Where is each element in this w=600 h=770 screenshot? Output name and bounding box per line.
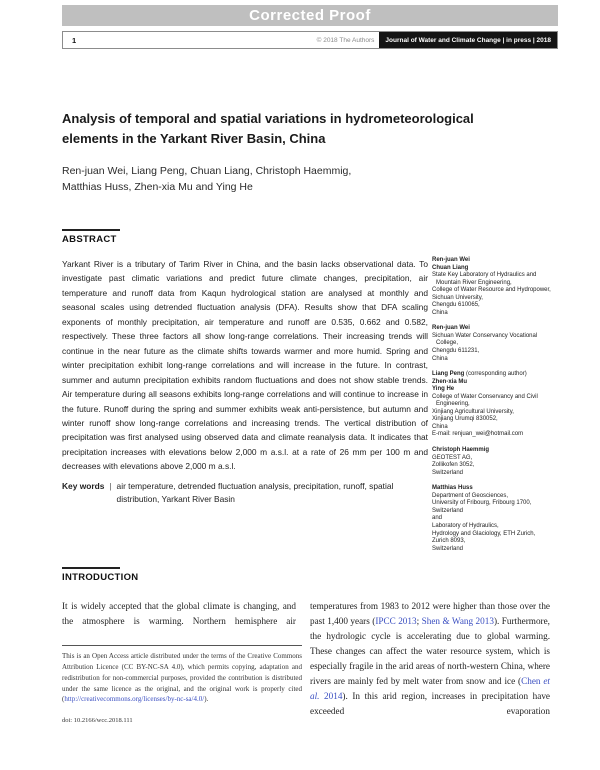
footnote-text: ). bbox=[204, 695, 209, 704]
intro-text: temperatures from 1983 to 2012 were higher than those over the past 1,400 years ( bbox=[310, 601, 550, 626]
affiliation-line: Zollikofen 3052, bbox=[432, 462, 475, 469]
affiliation-line: Zurich 8093, bbox=[432, 538, 466, 545]
affiliations-sidebar bbox=[432, 257, 558, 561]
author-name: Ying He bbox=[432, 386, 455, 393]
affiliation-line: Sichuan Water Conservancy Vocational College, bbox=[432, 332, 538, 347]
corrected-proof-banner: Corrected Proof bbox=[62, 5, 558, 26]
author-name: Chuan Liang bbox=[432, 264, 469, 271]
affiliation-line: Sichuan University, bbox=[432, 294, 483, 301]
authors-line-2: Matthias Huss, Zhen-xia Mu and Ying He bbox=[62, 181, 253, 194]
abstract-rule bbox=[62, 229, 120, 231]
affiliation-line: China bbox=[432, 309, 448, 316]
journal-badge: Journal of Water and Climate Change | in press | 2018 bbox=[379, 32, 557, 48]
open-access-footnote bbox=[62, 645, 302, 705]
intro-text: ). In this arid region, increases in precipitation have exceeded evaporation bbox=[310, 691, 550, 716]
affiliation-line: College of Water Resource and Hydropower, bbox=[432, 287, 551, 294]
author-name: Zhen-xia Mu bbox=[432, 378, 468, 385]
intro-text: ). Furthermore, the hydrologic cycle is accelerating due to global warming. These changes can affect the water resource system, which is especially fragile in the arid areas of north-western China, where rivers are mainly fed by melt water from snow and ice ( bbox=[310, 616, 550, 686]
footnote-text: This is an Open Access article distributed under the terms of the Creative Commons Attribution Licence (CC BY-NC-SA 4.0), which permits copying, adaptation and redistribution for non-commercial purposes, provided the contribution is distributed under the same licence as the original, and the original work is properly cited ( bbox=[62, 652, 302, 704]
author-name: Ren-juan Wei bbox=[432, 257, 470, 263]
citation-link-ipcc-2013[interactable]: IPCC 2013 bbox=[375, 616, 417, 626]
intro-paragraph-right bbox=[310, 599, 550, 719]
affiliation-line: State Key Laboratory of Hydraulics and Mountain River Engineering, bbox=[432, 272, 537, 286]
corresponding-author-note: (corresponding author) bbox=[464, 371, 527, 378]
affiliation-line: College of Water Conservancy and Civil Engineering, bbox=[432, 393, 538, 408]
affiliation-line: Xinjiang Urumqi 830052, bbox=[432, 416, 498, 423]
keywords-text: air temperature, detrended fluctuation analysis, precipitation, runoff, spatial distribution, Yarkant River Basin bbox=[116, 480, 394, 505]
article-title: Analysis of temporal and spatial variations in hydrometeorological elements in the Yarkant River Basin, China bbox=[62, 110, 474, 146]
author-name: Ren-juan Wei bbox=[432, 325, 470, 332]
affiliation-line: Hydrology and Glaciology, ETH Zurich, bbox=[432, 530, 536, 537]
license-url-link[interactable]: http://creativecommons.org/licenses/by-nc-sa/4.0/ bbox=[64, 695, 205, 704]
affiliation-block bbox=[432, 447, 558, 477]
keywords-label: Key words bbox=[62, 480, 105, 491]
affiliation-line: Switzerland bbox=[432, 469, 464, 476]
affiliation-block bbox=[432, 485, 558, 553]
email-address: E-mail: renjuan_wei@hotmail.com bbox=[432, 431, 524, 438]
affiliation-line: Switzerland bbox=[432, 545, 464, 552]
introduction-heading: INTRODUCTION bbox=[62, 572, 139, 583]
citation-link-chen-2014[interactable]: Chen et al. 2014 bbox=[310, 676, 550, 701]
affiliation-line: Laboratory of Hydraulics, bbox=[432, 522, 499, 529]
affiliation-line: and bbox=[432, 515, 443, 522]
abstract-heading: ABSTRACT bbox=[62, 234, 117, 245]
affiliation-line: Department of Geosciences, bbox=[432, 492, 509, 499]
doi-text: doi: 10.2166/wcc.2018.111 bbox=[62, 717, 133, 724]
affiliation-line: Switzerland bbox=[432, 507, 464, 514]
authors-list bbox=[62, 163, 482, 196]
author-name: Matthias Huss bbox=[432, 485, 473, 492]
affiliation-block bbox=[432, 371, 558, 439]
abstract-section bbox=[62, 229, 428, 507]
affiliation-line: China bbox=[432, 423, 448, 430]
abstract-text: Yarkant River is a tributary of Tarim River in China, and the basin lacks observational data. To investigate past climatic variations and predict future climate changes, precipitation, air temperature and runoff data from Kaqun hydrological station are analysed at monthly and seasonal scales using detrended fluctuation analysis (DFA). Results show that DFA scaling exponents of monthly precipitation, air temperature and runoff are 0.535, 0.662 and 0.582, respectively. These three factors all show long-range correlations. Their increasing trends will continue in the near future as the climate shifts towards warmer and more humid. Spring and winter precipitation exhibit long-range correlations and will increase in the future. In contrast, summer and autumn precipitation exhibits random fluctuations and does not show stable trends. Air temperature during all seasons exhibits long-range correlations and will continue to increase in the future. Runoff during the spring and summer exhibits weak anti-persistence, but autumn and winter runoff show long-range correlations and increasing trends. The vertical distribution of precipitation was first analysed using observed data and climate reanalysis data. It indicates that precipitation increases with elevations below 2,000 m a.s.l. at a rate of 26 mm per 100 m and decreases with elevations above 2,000 m a.s.l. bbox=[62, 259, 428, 472]
affiliation-line: University of Fribourg, Fribourg 1700, bbox=[432, 500, 532, 507]
author-name: Christoph Haemmig bbox=[432, 447, 490, 454]
affiliation-line: Chengdu 610065, bbox=[432, 302, 480, 309]
affiliation-block bbox=[432, 325, 558, 363]
affiliation-line: Chengdu 611231, bbox=[432, 348, 480, 355]
citation-link-shen-wang-2013[interactable]: Shen & Wang 2013 bbox=[421, 616, 494, 626]
copyright-text: © 2018 The Authors bbox=[316, 36, 375, 44]
journal-header-bar bbox=[62, 31, 558, 49]
keywords-separator: | bbox=[109, 480, 112, 491]
affiliation-line: GEOTEST AG, bbox=[432, 454, 473, 461]
keywords-row bbox=[62, 480, 428, 507]
affiliation-line: China bbox=[432, 355, 448, 362]
affiliation-line: Xinjiang Agricultural University, bbox=[432, 408, 514, 415]
page-number: 1 bbox=[72, 35, 77, 45]
intro-paragraph-left: It is widely accepted that the global climate is changing, and the atmosphere is warming. Northern hemisphere air bbox=[62, 601, 296, 626]
intro-text: ; bbox=[416, 616, 422, 626]
authors-line-1: Ren-juan Wei, Liang Peng, Chuan Liang, Christoph Haemmig, bbox=[62, 165, 352, 177]
introduction-rule bbox=[62, 567, 120, 569]
affiliation-block bbox=[432, 257, 558, 317]
author-name: Liang Peng (corresponding author) bbox=[432, 371, 527, 378]
introduction-section-heading bbox=[62, 567, 138, 583]
